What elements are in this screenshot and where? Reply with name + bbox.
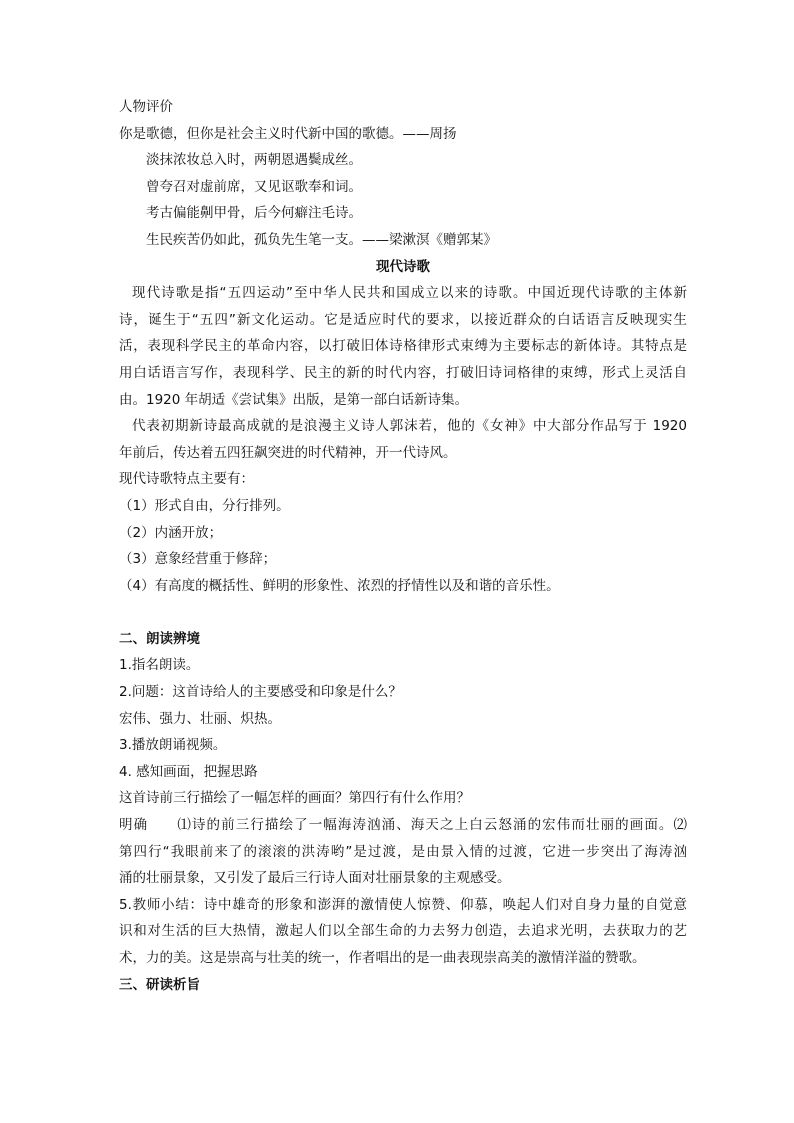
modern-poetry-para2-line: 代表初期新诗最高成就的是浪漫主义诗人郭沫若，他的《女神》中大部分作品写于 1920 [132, 418, 687, 435]
person-eval-heading: 人物评价 [119, 99, 173, 115]
feature-item: （4）有高度的概括性、鲜明的形象性、浓烈的抒情性以及和谐的音乐性。 [119, 577, 560, 594]
answer-line: 第四行“我眼前来了的滚滚的洪涛哟”是过渡，是由景入情的过渡，它进一步突出了海涛汹 [119, 843, 687, 860]
section2-item: 3.播放朗诵视频。 [119, 737, 227, 754]
section2-item: 1.指名朗读。 [119, 657, 200, 674]
modern-poetry-para1-line: 用白话语言写作，表现科学、民主的新的时代内容，打破旧诗词格律的束缚，形式上灵活自 [119, 364, 687, 381]
feature-item: （1）形式自由，分行排列。 [119, 497, 290, 514]
document-content [119, 94, 687, 998]
section2-item: 宏伟、强力、壮丽、炽热。 [119, 710, 281, 727]
modern-poetry-para2-line: 年前后，传达着五四狂飙突进的时代精神，开一代诗风。 [119, 444, 457, 461]
features-intro: 现代诗歌特点主要有： [119, 471, 254, 488]
poem-line: 淡抹浓妆总入时，两朝恩遇鬓成丝。 [146, 152, 362, 169]
section2-heading: 二、朗读辨境 [119, 630, 200, 647]
summary-line: 识和对生活的巨大热情，激起人们以全部生命的力去努力创造，去追求光明，去获取力的艺 [119, 923, 687, 940]
answer-line: 明确 ⑴诗的前三行描绘了一幅海涛汹涌、海天之上白云怒涌的宏伟而壮丽的画面。⑵ [119, 817, 687, 834]
modern-poetry-para1-line: 由。1920 年胡适《尝试集》出版，是第一部白话新诗集。 [119, 391, 469, 408]
modern-poetry-para1-line: 诗，诞生于“五四”新文化运动。它是适应时代的要求，以接近群众的白话语言反映现实生 [119, 311, 687, 328]
poem-line: 曾夸召对虚前席，又见讴歌奉和词。 [146, 178, 362, 195]
modern-poetry-para1-line: 现代诗歌是指“五四运动”至中华人民共和国成立以来的诗歌。中国近现代诗歌的主体新 [132, 285, 687, 302]
spacer [119, 599, 687, 626]
section2-item: 这首诗前三行描绘了一幅怎样的画面？第四行有什么作用？ [119, 790, 470, 807]
summary-line: 术，力的美。这是崇高与壮美的统一，作者唱出的是一曲表现崇高美的激情洋溢的赞歌。 [119, 950, 646, 966]
summary-line: 5.教师小结：诗中雄奇的形象和澎湃的激情使人惊赞、仰慕，唤起人们对自身力量的自觉意 [119, 896, 687, 913]
feature-item: （2）内涵开放； [119, 524, 223, 541]
poem-line: 考古偏能劓甲骨，后今何癖注毛诗。 [146, 205, 362, 222]
zhou-yang-quote: 你是歌德，但你是社会主义时代新中国的歌德。——周扬 [119, 125, 457, 142]
feature-item: （3）意象经营重于修辞； [119, 551, 277, 568]
section3-heading: 三、研读析旨 [119, 976, 200, 993]
section2-item: 2.问题：这首诗给人的主要感受和印象是什么？ [119, 684, 402, 701]
poem-line: 生民疾苦仍如此，孤负先生笔一支。——梁漱溟《赠郭某》 [146, 231, 497, 248]
modern-poetry-title: 现代诗歌 [376, 258, 430, 275]
modern-poetry-para1-line: 活，表现科学民主的革命内容，以打破旧体诗格律形式束缚为主要标志的新体诗。其特点是 [119, 338, 687, 355]
answer-line: 涌的壮丽景象，又引发了最后三行诗人面对壮丽景象的主观感受。 [119, 870, 511, 887]
section2-item: 4. 感知画面，把握思路 [119, 763, 258, 780]
